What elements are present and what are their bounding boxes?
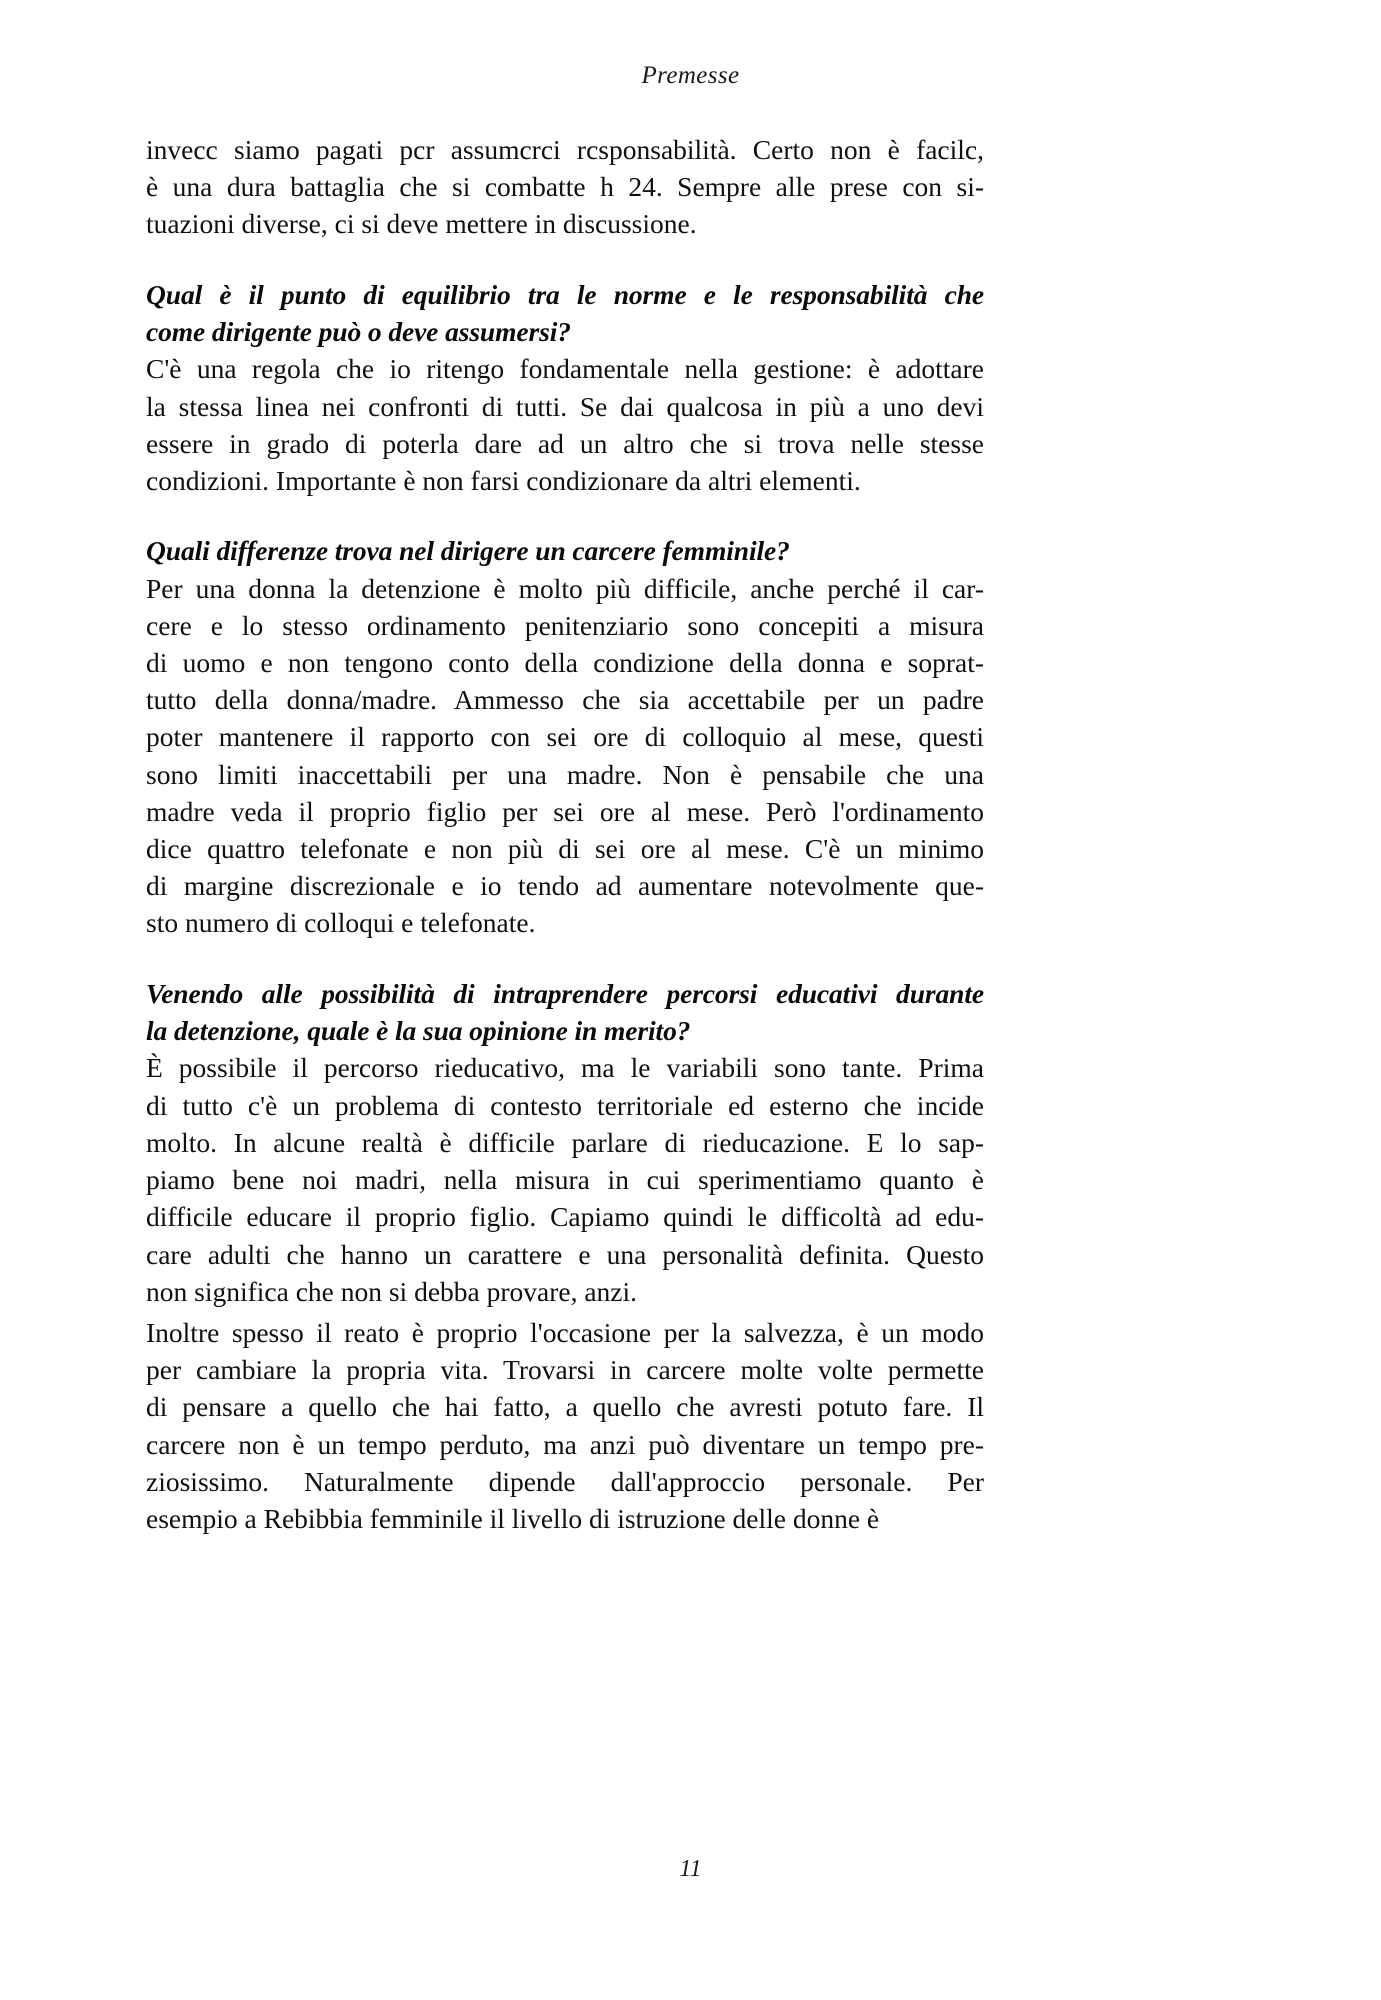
paragraph-answer-3a-line-6: care adulti che hanno un carattere e una personalità definita. Questo: [146, 1238, 984, 1270]
question-heading-3-line-2: la detenzione, quale è la sua opinione in merito?: [146, 1015, 691, 1047]
paragraph-answer-2-line-9: di margine discrezionale e io tendo ad aumentare notevolmente que-: [146, 870, 984, 902]
paragraph-answer-2-line-10: sto numero di colloqui e telefonate.: [146, 907, 536, 939]
paragraph-answer-2-line-3: di uomo e non tengono conto della condizione della donna e soprat-: [146, 647, 984, 679]
paragraph-answer-3b: [146, 1314, 984, 1537]
paragraph-answer-1: [146, 350, 984, 499]
paragraph-answer-2-line-7: madre veda il proprio figlio per sei ore al mese. Però l'ordinamento: [146, 795, 984, 827]
paragraph-answer-2-line-6: sono limiti inaccettabili per una madre. Non è pensabile che una: [146, 758, 984, 790]
paragraph-answer-3a-line-1: È possibile il percorso rieducativo, ma le variabili sono tante. Prima: [146, 1052, 984, 1084]
paragraph-answer-3b-line-1: Inoltre spesso il reato è proprio l'occasione per la salvezza, è un modo: [146, 1316, 984, 1348]
paragraph-answer-3b-line-6: esempio a Rebibbia femminile il livello di istruzione delle donne è: [146, 1502, 880, 1534]
paragraph-answer-3b-line-3: di pensare a quello che hai fatto, a quello che avresti potuto fare. Il: [146, 1391, 984, 1423]
paragraph-intro-line-1: invecc siamo pagati pcr assumcrci rcsponsabilità. Certo non è facilc,: [146, 134, 984, 165]
paragraph-intro-line-3: tuazioni diverse, ci si deve mettere in discussione.: [146, 208, 697, 240]
question-heading-1-line-2: come dirigente può o deve assumersi?: [146, 316, 571, 348]
paragraph-answer-2: [146, 570, 984, 942]
paragraph-intro-line-2: è una dura battaglia che si combatte h 24. Sempre alle prese con si-: [146, 171, 984, 203]
paragraph-answer-1-line-2: la stessa linea nei confronti di tutti. Se dai qualcosa in più a uno devi: [146, 390, 984, 422]
paragraph-answer-1-line-4: condizioni. Importante è non farsi condizionare da altri elementi.: [146, 465, 861, 497]
question-heading-1: [146, 276, 984, 351]
question-heading-2: [146, 532, 984, 569]
paragraph-answer-2-line-5: poter mantenere il rapporto con sei ore di colloquio al mese, questi: [146, 721, 984, 753]
page-number: 11: [679, 1856, 702, 1882]
paragraph-answer-3a-line-4: piamo bene noi madri, nella misura in cui sperimentiamo quanto è: [146, 1164, 984, 1196]
block-spacer: [146, 243, 984, 276]
running-head: Premesse: [641, 62, 740, 89]
paragraph-answer-3b-line-4: carcere non è un tempo perduto, ma anzi può diventare un tempo pre-: [146, 1428, 984, 1460]
paragraph-answer-3a-line-2: di tutto c'è un problema di contesto territoriale ed esterno che incide: [146, 1089, 984, 1121]
paragraph-answer-1-line-3: essere in grado di poterla dare ad un altro che si trova nelle stesse: [146, 427, 984, 459]
question-heading-3-line-1: Venendo alle possibilità di intraprendere percorsi educativi durante: [146, 977, 984, 1009]
paragraph-answer-3b-line-5: ziosissimo. Naturalmente dipende dall'approccio personale. Per: [146, 1465, 984, 1497]
question-heading-2-line-1: Quali differenze trova nel dirigere un carcere femminile?: [146, 535, 790, 567]
paragraph-answer-2-line-8: dice quattro telefonate e non più di sei ore al mese. C'è un minimo: [146, 833, 984, 865]
paragraph-answer-3a: [146, 1049, 984, 1309]
paragraph-answer-2-line-1: Per una donna la detenzione è molto più difficile, anche perché il car-: [146, 572, 984, 604]
paragraph-answer-2-line-4: tutto della donna/madre. Ammesso che sia accettabile per un padre: [146, 684, 984, 716]
block-spacer: [146, 942, 984, 975]
paragraph-answer-3a-line-5: difficile educare il proprio figlio. Capiamo quindi le difficoltà ad edu-: [146, 1201, 984, 1233]
page-body: [146, 131, 984, 1537]
paragraph-answer-3a-line-7: non significa che non si debba provare, anzi.: [146, 1275, 638, 1307]
paragraph-answer-1-line-1: C'è una regola che io ritengo fondamentale nella gestione: è adottare: [146, 353, 984, 385]
block-spacer: [146, 499, 984, 532]
paragraph-answer-3a-line-3: molto. In alcune realtà è difficile parlare di rieducazione. E lo sap-: [146, 1126, 984, 1158]
question-heading-3: [146, 975, 984, 1050]
question-heading-1-line-1: Qual è il punto di equilibrio tra le norme e le responsabilità che: [146, 278, 984, 310]
paragraph-answer-2-line-2: cere e lo stesso ordinamento penitenziario sono concepiti a misura: [146, 609, 984, 641]
paragraph-answer-3b-line-2: per cambiare la propria vita. Trovarsi in carcere molte volte permette: [146, 1354, 984, 1386]
paragraph-intro: [146, 131, 984, 243]
